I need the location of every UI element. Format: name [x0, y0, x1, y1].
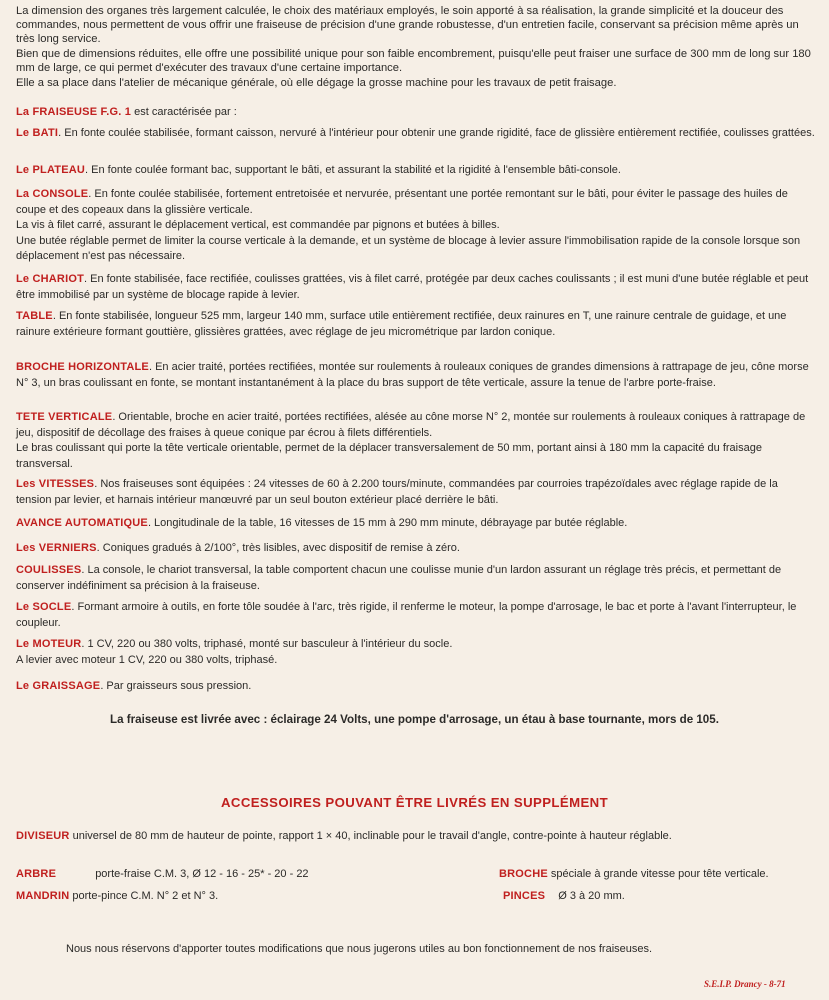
- accessory-term: PINCES: [503, 890, 546, 902]
- section-term: COULISSES: [16, 564, 82, 576]
- section-text: . 1 CV, 220 ou 380 volts, triphasé, monté sur basculeur à l'intérieur du socle.: [81, 638, 453, 650]
- section-extra: A levier avec moteur 1 CV, 220 ou 380 volts, triphasé.: [16, 653, 278, 666]
- section-text: . Coniques gradués à 2/100°, très lisibles, avec dispositif de remise à zéro.: [96, 542, 460, 554]
- section-term: AVANCE AUTOMATIQUE: [16, 517, 148, 529]
- section-coulisses: [16, 563, 816, 594]
- accessory-term: ARBRE: [16, 868, 57, 880]
- section-tete-verticale: [16, 410, 816, 472]
- section-fraiseuse: [16, 105, 816, 121]
- section-term: TETE VERTICALE: [16, 411, 113, 423]
- section-term: La CONSOLE: [16, 188, 89, 200]
- section-vitesses: [16, 477, 816, 508]
- accessory-arbre: [16, 867, 309, 882]
- section-moteur: [16, 637, 816, 668]
- section-term: Les VERNIERS: [16, 542, 97, 554]
- section-text: . Formant armoire à outils, en forte tôle soudée à l'arc, très rigide, il renferme le moteur, la pompe d'arrosage, le bac et porte à l'avant l'interrupteur, le coupleur.: [16, 601, 797, 629]
- accessories-title: ACCESSOIRES POUVANT ÊTRE LIVRÉS EN SUPPLÉMENT: [220, 795, 609, 810]
- section-text: . Nos fraiseuses sont équipées : 24 vitesses de 60 à 2.200 tours/minute, commandées par courroies trapézoïdales avec réglage rapide de la tension par levier, et harnais intérieur manœuvré par un seul bouton extérieur placé derrière le bâti.: [16, 478, 778, 506]
- section-text: . En acier traité, portées rectifiées, montée sur roulements à rouleaux coniques de grandes dimensions à rattrapage de jeu, cône morse N° 3, un bras coulissant en fonte, se montant instantanément à la place du bras support de tête verticale, assure la tenue de l'arbre porte-fraise.: [16, 361, 809, 389]
- section-text: . En fonte coulée stabilisée, formant caisson, nervuré à l'intérieur pour obtenir une grande rigidité, face de glissière entièrement rectifiée, coulisses grattées.: [58, 127, 815, 139]
- section-socle: [16, 600, 816, 631]
- section-term: Le PLATEAU: [16, 164, 86, 176]
- section-text: . En fonte coulée formant bac, supportant le bâti, et assurant la stabilité et la rigidité à l'ensemble bâti-console.: [85, 164, 621, 176]
- accessory-text: porte-pince C.M. N° 2 et N° 3.: [69, 890, 219, 902]
- section-text: . Orientable, broche en acier traité, portées rectifiées, alésée au cône morse N° 2, montée sur roulements à rouleaux coniques à rattrapage de jeu, dispositif de décollage des fraises à queue conique par écrou à filets différentiels.: [16, 411, 806, 439]
- section-avance-automatique: [16, 516, 816, 532]
- section-bati: [16, 126, 816, 142]
- section-term: Le CHARIOT: [16, 273, 84, 285]
- intro-paragraph: La dimension des organes très largement calculée, le choix des matériaux employés, le soin apporté à sa réalisation, la grande simplicité et la douceur des commandes, nous permettent de vous offrir une fraiseuse de précision d'une grande robustesse, d'un entretien facile, conservant sa précision même après un très long service.: [16, 5, 799, 45]
- accessory-text: porte-fraise C.M. 3, Ø 12 - 16 - 25* - 20 - 22: [95, 868, 309, 880]
- accessory-text: Ø 3 à 20 mm.: [558, 890, 625, 902]
- section-broche-horizontale: [16, 360, 816, 391]
- section-text: . En fonte coulée stabilisée, fortement entretoisée et nervurée, présentant une portée remontant sur le bâti, pour éviter le passage des huiles de coupe et des copeaux dans la glissière verticale.: [16, 188, 788, 216]
- section-term: Le SOCLE: [16, 601, 72, 613]
- section-term: La FRAISEUSE F.G. 1: [16, 106, 132, 118]
- section-text: . Longitudinale de la table, 16 vitesses de 15 mm à 290 mm minute, débrayage par butée réglable.: [147, 517, 628, 529]
- section-extra: Une butée réglable permet de limiter la course verticale à la demande, et un système de blocage à levier assure l'immobilisation rapide de la console lorsque son déplacement n'est pas nécessaire.: [16, 234, 801, 262]
- section-extra: Le bras coulissant qui porte la tête verticale orientable, permet de la déplacer transversalement de 50 mm, portant ainsi à 180 mm la capacité du fraisage transversal.: [16, 442, 762, 470]
- reserve-note: Nous nous réservons d'apporter toutes modifications que nous jugerons utiles au bon fonctionnement de nos fraiseuses.: [66, 943, 653, 955]
- intro-paragraph: Bien que de dimensions réduites, elle offre une possibilité unique pour son faible encombrement, puisqu'elle peut fraiser une surface de 300 mm de long sur 180 mm de large, ce qui permet d'exécuter des travaux d'une certaine importance.: [16, 48, 811, 74]
- intro-paragraph: Elle a sa place dans l'atelier de mécanique générale, où elle dégage la grosse machine pour les travaux de petit fraisage.: [16, 77, 617, 89]
- section-console: [16, 187, 816, 265]
- delivery-statement: La fraiseuse est livrée avec : éclairage 24 Volts, une pompe d'arrosage, un étau à base tournante, mors de 105.: [110, 713, 719, 726]
- section-text: . La console, le chariot transversal, la table comportent chacun une coulisse munie d'un lardon assurant un réglage très précis, et permettant de conserver indéfiniment sa précision à la fraiseuse.: [16, 564, 782, 592]
- section-verniers: [16, 541, 816, 557]
- accessory-mandrin: [16, 889, 218, 904]
- intro-block: [16, 4, 816, 91]
- section-term: TABLE: [16, 310, 53, 322]
- section-term: BROCHE HORIZONTALE: [16, 361, 149, 373]
- section-plateau: [16, 163, 816, 179]
- section-table: [16, 309, 816, 340]
- section-term: Les VITESSES: [16, 478, 95, 490]
- printer-credit: S.E.I.P. Drancy - 8-71: [704, 979, 786, 989]
- section-term: Le MOTEUR: [16, 638, 82, 650]
- section-text: . En fonte stabilisée, face rectifiée, coulisses grattées, vis à filet carré, protégée par deux caches coulissants ; il est muni d'une butée réglable et peut être immobilisé par un système de blocage rapide à levier.: [16, 273, 809, 301]
- section-text: . En fonte stabilisée, longueur 525 mm, largeur 140 mm, surface utile entièrement rectifiée, deux rainures en T, une rainure centrale de guidage, et une rainure extérieure formant gouttière, glissières grattées, avec réglage de jeu micrométrique par lardon conique.: [16, 310, 787, 338]
- section-text: est caractérisée par :: [131, 106, 237, 118]
- accessory-text: spéciale à grande vitesse pour tête verticale.: [547, 868, 769, 880]
- accessory-term: MANDRIN: [16, 890, 70, 902]
- accessory-term: BROCHE: [499, 868, 548, 880]
- section-graissage: [16, 679, 816, 695]
- accessory-pinces: [503, 889, 625, 904]
- section-chariot: [16, 272, 816, 303]
- section-extra: La vis à filet carré, assurant le déplacement vertical, est commandée par pignons et butées à billes.: [16, 219, 500, 231]
- accessory-text: universel de 80 mm de hauteur de pointe, rapport 1 × 40, inclinable pour le travail d'angle, contre-pointe à hauteur réglable.: [69, 830, 672, 842]
- section-term: Le GRAISSAGE: [16, 680, 101, 692]
- accessory-diviseur: [16, 829, 816, 844]
- section-text: . Par graisseurs sous pression.: [100, 680, 252, 692]
- accessory-broche: [499, 867, 769, 882]
- accessory-term: DIVISEUR: [16, 830, 70, 842]
- section-term: Le BATI: [16, 127, 59, 139]
